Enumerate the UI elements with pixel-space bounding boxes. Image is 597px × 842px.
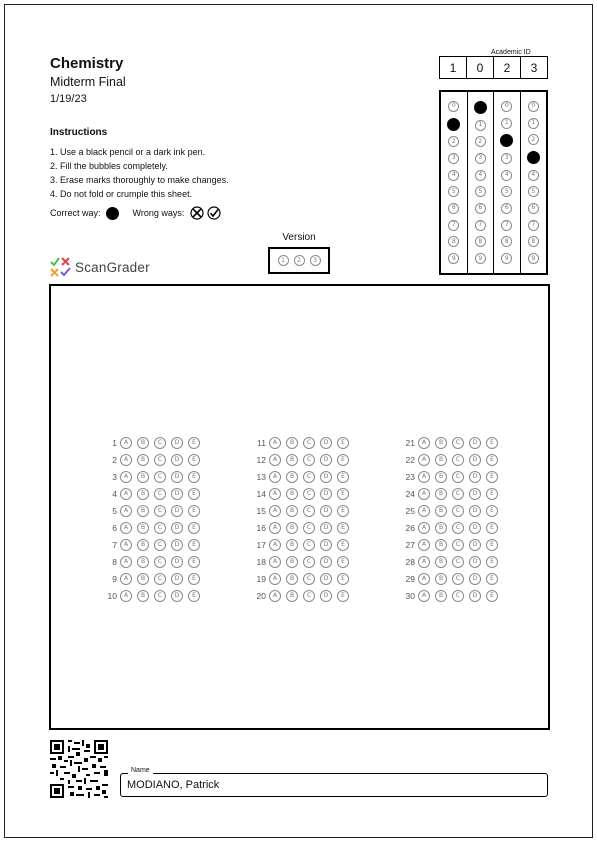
question-row xyxy=(248,587,354,604)
answer-bubble[interactable]: E xyxy=(188,573,200,585)
question-number: 10 xyxy=(107,590,117,601)
academic-id-bubble[interactable]: 9 xyxy=(475,253,486,264)
answer-bubble[interactable]: E xyxy=(188,471,200,483)
question-row xyxy=(248,570,354,587)
academic-id-bubble[interactable]: 2 xyxy=(528,134,539,145)
answer-bubble[interactable]: E xyxy=(486,454,498,466)
answer-bubble[interactable]: D xyxy=(469,556,481,568)
answer-bubble[interactable]: C xyxy=(303,505,315,517)
answer-bubble[interactable]: A xyxy=(418,437,430,449)
answer-bubble[interactable]: A xyxy=(269,573,281,585)
question-number: 5 xyxy=(112,505,117,516)
academic-id-column xyxy=(521,92,547,273)
academic-id-bubble[interactable]: 7 xyxy=(448,220,459,231)
academic-id-bubble[interactable] xyxy=(447,118,460,131)
academic-id-bubble[interactable]: 6 xyxy=(448,203,459,214)
answer-bubble[interactable]: E xyxy=(486,539,498,551)
answer-bubble[interactable]: C xyxy=(452,488,464,500)
answer-bubble[interactable]: C xyxy=(452,573,464,585)
answer-bubble[interactable]: E xyxy=(337,488,349,500)
answer-bubble[interactable]: A xyxy=(269,471,281,483)
answer-bubble[interactable]: B xyxy=(286,488,298,500)
question-number: 11 xyxy=(257,437,266,448)
answer-bubble[interactable]: A xyxy=(418,556,430,568)
academic-id-bubble[interactable]: 4 xyxy=(528,170,539,181)
question-number: 7 xyxy=(112,539,117,550)
answer-bubble[interactable]: A xyxy=(269,505,281,517)
question-number: 13 xyxy=(256,471,266,482)
answer-bubble[interactable]: E xyxy=(188,556,200,568)
question-row xyxy=(397,536,503,553)
answer-bubble[interactable]: D xyxy=(171,539,183,551)
answer-bubble[interactable]: E xyxy=(188,539,200,551)
answer-bubble[interactable]: B xyxy=(137,590,149,602)
answer-bubble[interactable]: E xyxy=(486,505,498,517)
question-row xyxy=(248,434,354,451)
answer-bubble[interactable]: C xyxy=(452,454,464,466)
question-column xyxy=(248,434,354,604)
answer-bubble[interactable]: B xyxy=(286,573,298,585)
question-number: 20 xyxy=(256,590,266,601)
question-row xyxy=(248,519,354,536)
question-number: 24 xyxy=(405,488,415,499)
answer-bubble[interactable]: C xyxy=(303,539,315,551)
academic-id-bubble[interactable]: 5 xyxy=(501,186,512,197)
academic-id-bubble[interactable]: 5 xyxy=(475,186,486,197)
answer-bubble[interactable]: C xyxy=(303,454,315,466)
filled-bubble-example-icon xyxy=(106,207,119,220)
answer-bubble[interactable]: E xyxy=(486,471,498,483)
answer-bubble[interactable]: A xyxy=(120,471,132,483)
answer-bubble[interactable]: C xyxy=(303,488,315,500)
instruction-item: 2. Fill the bubbles completely. xyxy=(50,161,168,171)
answer-bubble[interactable]: D xyxy=(469,505,481,517)
answer-bubble[interactable]: B xyxy=(286,539,298,551)
exam-date: 1/19/23 xyxy=(50,93,87,105)
answer-bubble[interactable]: C xyxy=(154,505,166,517)
answer-bubble[interactable]: D xyxy=(320,556,332,568)
academic-id-bubble[interactable]: 8 xyxy=(528,236,539,247)
instruction-item: 4. Do not fold or crumple this sheet. xyxy=(50,189,193,199)
question-number: 22 xyxy=(405,454,415,465)
answer-bubble[interactable]: D xyxy=(171,437,183,449)
answer-bubble[interactable]: A xyxy=(418,471,430,483)
answer-bubble[interactable]: A xyxy=(418,522,430,534)
answer-bubble[interactable]: E xyxy=(188,488,200,500)
answer-bubble[interactable]: D xyxy=(320,454,332,466)
scangrader-logo xyxy=(50,257,150,277)
question-row xyxy=(248,536,354,553)
question-number: 12 xyxy=(256,454,266,465)
answer-bubble[interactable]: D xyxy=(320,590,332,602)
answer-bubble[interactable]: A xyxy=(269,437,281,449)
question-number: 9 xyxy=(112,573,117,584)
marking-examples xyxy=(50,206,224,220)
answer-bubble[interactable]: D xyxy=(469,471,481,483)
question-row xyxy=(99,468,205,485)
academic-id-bubble[interactable]: 9 xyxy=(501,253,512,264)
question-row xyxy=(248,451,354,468)
answer-bubble[interactable]: B xyxy=(286,505,298,517)
question-number: 30 xyxy=(405,590,415,601)
answer-bubble[interactable]: E xyxy=(337,437,349,449)
answer-bubble[interactable]: C xyxy=(154,454,166,466)
answer-bubble[interactable]: A xyxy=(269,454,281,466)
academic-id-column xyxy=(468,92,495,273)
academic-id-bubble[interactable] xyxy=(527,151,540,164)
answer-bubble[interactable]: E xyxy=(337,556,349,568)
academic-id-bubble[interactable]: 3 xyxy=(501,153,512,164)
academic-id-bubble[interactable]: 7 xyxy=(528,220,539,231)
question-number: 27 xyxy=(405,539,415,550)
answer-bubble[interactable]: D xyxy=(469,437,481,449)
answer-bubble[interactable]: D xyxy=(171,505,183,517)
version-bubble[interactable]: 2 xyxy=(294,255,305,266)
question-row xyxy=(248,468,354,485)
answer-bubble[interactable]: B xyxy=(137,505,149,517)
answer-bubble[interactable]: B xyxy=(286,522,298,534)
instructions-heading: Instructions xyxy=(50,127,108,138)
answer-bubble[interactable]: C xyxy=(452,556,464,568)
answer-bubble[interactable]: E xyxy=(188,522,200,534)
answer-bubble[interactable]: D xyxy=(320,437,332,449)
answer-bubble[interactable]: B xyxy=(286,471,298,483)
answer-area xyxy=(49,284,550,730)
answer-bubble[interactable]: D xyxy=(469,573,481,585)
answer-bubble[interactable]: A xyxy=(120,454,132,466)
instructions-list xyxy=(50,145,229,201)
question-number: 25 xyxy=(405,505,415,516)
answer-bubble[interactable]: D xyxy=(469,590,481,602)
answer-bubble[interactable]: B xyxy=(286,454,298,466)
question-number: 17 xyxy=(256,539,266,550)
answer-bubble[interactable]: B xyxy=(137,573,149,585)
academic-id-bubble[interactable]: 7 xyxy=(475,220,486,231)
answer-bubble[interactable]: C xyxy=(452,505,464,517)
answer-bubble[interactable]: D xyxy=(469,488,481,500)
answer-bubble[interactable]: D xyxy=(171,454,183,466)
academic-id-digits xyxy=(439,56,548,79)
question-row xyxy=(248,485,354,502)
answer-bubble[interactable]: B xyxy=(137,539,149,551)
question-number: 29 xyxy=(405,573,415,584)
answer-bubble[interactable]: E xyxy=(188,454,200,466)
academic-id-bubble[interactable]: 8 xyxy=(448,236,459,247)
answer-bubble[interactable]: B xyxy=(435,505,447,517)
academic-id-digit: 0 xyxy=(466,56,493,79)
question-row xyxy=(99,519,205,536)
answer-bubble[interactable]: D xyxy=(320,522,332,534)
scangrader-logo-text: ScanGrader xyxy=(75,259,150,275)
question-row xyxy=(99,570,205,587)
answer-bubble[interactable]: C xyxy=(303,590,315,602)
answer-bubble[interactable]: B xyxy=(435,556,447,568)
academic-id-digit: 2 xyxy=(493,56,520,79)
question-row xyxy=(99,536,205,553)
academic-id-bubble[interactable]: 3 xyxy=(448,153,459,164)
academic-id-bubble[interactable]: 0 xyxy=(501,101,512,112)
answer-bubble[interactable]: D xyxy=(469,454,481,466)
answer-bubble[interactable]: C xyxy=(154,539,166,551)
academic-id-bubble[interactable]: 1 xyxy=(528,118,539,129)
answer-bubble[interactable]: D xyxy=(171,573,183,585)
question-number: 2 xyxy=(112,454,117,465)
answer-bubble[interactable]: E xyxy=(486,437,498,449)
academic-id-bubble[interactable]: 6 xyxy=(475,203,486,214)
answer-bubble[interactable]: B xyxy=(286,590,298,602)
answer-bubble[interactable]: E xyxy=(188,437,200,449)
question-number: 8 xyxy=(112,556,117,567)
academic-id-bubble[interactable] xyxy=(500,134,513,147)
answer-bubble[interactable]: A xyxy=(418,573,430,585)
answer-bubble[interactable]: B xyxy=(137,454,149,466)
academic-id-bubble[interactable] xyxy=(474,101,487,114)
academic-id-bubble[interactable]: 0 xyxy=(448,101,459,112)
question-number: 14 xyxy=(256,488,266,499)
question-row xyxy=(248,502,354,519)
answer-bubble[interactable]: A xyxy=(120,437,132,449)
academic-id-digit: 1 xyxy=(439,56,466,79)
instruction-item: 3. Erase marks thoroughly to make changes. xyxy=(50,175,229,185)
answer-bubble[interactable]: E xyxy=(337,505,349,517)
academic-id-digit: 3 xyxy=(520,56,548,79)
answer-bubble[interactable]: E xyxy=(188,590,200,602)
answer-bubble[interactable]: C xyxy=(154,556,166,568)
answer-bubble[interactable]: B xyxy=(435,522,447,534)
answer-bubble[interactable]: A xyxy=(120,590,132,602)
answer-bubble[interactable]: C xyxy=(303,437,315,449)
question-row xyxy=(99,587,205,604)
question-row xyxy=(397,502,503,519)
answer-bubble[interactable]: E xyxy=(337,573,349,585)
answer-bubble[interactable]: C xyxy=(154,471,166,483)
answer-bubble[interactable]: D xyxy=(320,488,332,500)
question-row xyxy=(99,451,205,468)
answer-bubble[interactable]: C xyxy=(452,437,464,449)
answer-bubble[interactable]: E xyxy=(337,522,349,534)
answer-bubble[interactable]: A xyxy=(120,556,132,568)
qr-code xyxy=(50,740,108,798)
answer-bubble[interactable]: D xyxy=(320,505,332,517)
answer-bubble[interactable]: E xyxy=(188,505,200,517)
question-row xyxy=(397,587,503,604)
answer-bubble[interactable]: E xyxy=(486,590,498,602)
question-number: 4 xyxy=(112,488,117,499)
question-row xyxy=(99,553,205,570)
question-column xyxy=(397,434,503,604)
answer-bubble[interactable]: C xyxy=(154,590,166,602)
academic-id-bubble[interactable]: 2 xyxy=(448,136,459,147)
answer-bubble[interactable]: D xyxy=(171,488,183,500)
academic-id-bubble[interactable]: 4 xyxy=(501,170,512,181)
answer-bubble[interactable]: C xyxy=(303,471,315,483)
answer-bubble[interactable]: C xyxy=(303,573,315,585)
version-selector xyxy=(268,247,330,274)
answer-bubble[interactable]: E xyxy=(337,471,349,483)
question-number: 6 xyxy=(112,522,117,533)
academic-id-bubble[interactable]: 9 xyxy=(448,253,459,264)
academic-id-label: Academic ID xyxy=(488,49,534,56)
answer-bubble[interactable]: B xyxy=(286,437,298,449)
scangrader-logo-icon xyxy=(50,257,72,277)
version-bubble[interactable]: 1 xyxy=(278,255,289,266)
answer-bubble[interactable]: A xyxy=(418,539,430,551)
academic-id-bubble[interactable]: 5 xyxy=(528,186,539,197)
question-row xyxy=(397,451,503,468)
answer-bubble[interactable]: B xyxy=(286,556,298,568)
answer-bubble[interactable]: E xyxy=(486,573,498,585)
answer-bubble[interactable]: B xyxy=(435,488,447,500)
answer-bubble[interactable]: A xyxy=(418,488,430,500)
answer-bubble[interactable]: A xyxy=(269,556,281,568)
answer-bubble[interactable]: B xyxy=(435,573,447,585)
answer-bubble[interactable]: A xyxy=(418,454,430,466)
answer-bubble[interactable]: B xyxy=(435,471,447,483)
question-number: 3 xyxy=(112,471,117,482)
answer-bubble[interactable]: A xyxy=(418,590,430,602)
answer-bubble[interactable]: A xyxy=(269,522,281,534)
answer-bubble[interactable]: C xyxy=(303,522,315,534)
wrong-ways-label: Wrong ways: xyxy=(132,208,185,218)
answer-bubble[interactable]: B xyxy=(435,454,447,466)
question-row xyxy=(99,485,205,502)
academic-id-bubble[interactable]: 1 xyxy=(501,118,512,129)
checked-bubble-example-icon xyxy=(207,206,221,220)
academic-id-bubble[interactable]: 7 xyxy=(501,220,512,231)
answer-bubble[interactable]: E xyxy=(486,488,498,500)
version-bubble[interactable]: 3 xyxy=(310,255,321,266)
answer-bubble[interactable]: E xyxy=(486,522,498,534)
answer-bubble[interactable]: C xyxy=(452,590,464,602)
answer-bubble[interactable]: B xyxy=(435,539,447,551)
version-label: Version xyxy=(282,232,316,243)
academic-id-column xyxy=(494,92,521,273)
question-number: 21 xyxy=(405,437,415,448)
answer-bubble[interactable]: A xyxy=(120,573,132,585)
crossed-bubble-example-icon xyxy=(190,206,204,220)
answer-bubble[interactable]: C xyxy=(154,437,166,449)
answer-bubble[interactable]: D xyxy=(469,522,481,534)
answer-bubble[interactable]: E xyxy=(486,556,498,568)
answer-bubble[interactable]: D xyxy=(171,590,183,602)
answer-bubble[interactable]: C xyxy=(452,539,464,551)
answer-bubble[interactable]: C xyxy=(452,522,464,534)
answer-bubble[interactable]: B xyxy=(137,522,149,534)
answer-bubble[interactable]: A xyxy=(269,488,281,500)
question-number: 19 xyxy=(256,573,266,584)
question-number: 28 xyxy=(405,556,415,567)
question-number: 1 xyxy=(112,437,117,448)
answer-bubble[interactable]: D xyxy=(171,522,183,534)
question-row xyxy=(397,468,503,485)
academic-id-bubble[interactable]: 4 xyxy=(448,170,459,181)
exam-title: Chemistry xyxy=(50,55,124,72)
answer-bubble[interactable]: C xyxy=(452,471,464,483)
answer-bubble[interactable]: B xyxy=(137,488,149,500)
answer-bubble[interactable]: D xyxy=(320,539,332,551)
academic-id-bubble[interactable]: 8 xyxy=(475,236,486,247)
question-column xyxy=(99,434,205,604)
academic-id-column xyxy=(441,92,468,273)
answer-bubble[interactable]: A xyxy=(120,488,132,500)
answer-bubble[interactable]: A xyxy=(120,522,132,534)
academic-id-bubble[interactable]: 6 xyxy=(501,203,512,214)
question-row xyxy=(99,434,205,451)
academic-id-bubble[interactable]: 1 xyxy=(475,120,486,131)
answer-bubble[interactable]: B xyxy=(435,437,447,449)
instruction-item: 1. Use a black pencil or a dark ink pen. xyxy=(50,147,206,157)
academic-id-bubble[interactable]: 6 xyxy=(528,203,539,214)
question-row xyxy=(99,502,205,519)
name-label: Name xyxy=(128,767,153,774)
answer-bubble[interactable]: A xyxy=(269,590,281,602)
academic-id-bubble[interactable]: 9 xyxy=(528,253,539,264)
exam-subtitle: Midterm Final xyxy=(50,75,126,89)
answer-bubble[interactable]: A xyxy=(418,505,430,517)
academic-id-bubble[interactable]: 0 xyxy=(528,101,539,112)
answer-bubble[interactable]: B xyxy=(137,437,149,449)
academic-id-bubble[interactable]: 2 xyxy=(475,136,486,147)
answer-bubble[interactable]: A xyxy=(120,539,132,551)
academic-id-bubble-grid xyxy=(439,90,548,275)
question-row xyxy=(397,485,503,502)
answer-bubble[interactable]: D xyxy=(320,573,332,585)
answer-bubble[interactable]: E xyxy=(337,590,349,602)
question-number: 23 xyxy=(405,471,415,482)
question-row xyxy=(397,553,503,570)
academic-id-bubble[interactable]: 4 xyxy=(475,170,486,181)
question-number: 26 xyxy=(405,522,415,533)
answer-bubble[interactable]: C xyxy=(303,556,315,568)
academic-id-bubble[interactable]: 5 xyxy=(448,186,459,197)
answer-bubble[interactable]: A xyxy=(269,539,281,551)
answer-bubble[interactable]: E xyxy=(337,454,349,466)
answer-bubble[interactable]: D xyxy=(171,471,183,483)
answer-bubble[interactable]: D xyxy=(171,556,183,568)
answer-bubble[interactable]: C xyxy=(154,488,166,500)
answer-bubble[interactable]: D xyxy=(320,471,332,483)
answer-bubble[interactable]: B xyxy=(435,590,447,602)
question-number: 15 xyxy=(256,505,266,516)
question-number: 18 xyxy=(256,556,266,567)
question-row xyxy=(397,434,503,451)
answer-bubble[interactable]: B xyxy=(137,556,149,568)
correct-way-label: Correct way: xyxy=(50,208,101,218)
answer-bubble[interactable]: B xyxy=(137,471,149,483)
answer-bubble[interactable]: C xyxy=(154,573,166,585)
question-row xyxy=(397,519,503,536)
answer-bubble[interactable]: A xyxy=(120,505,132,517)
question-row xyxy=(248,553,354,570)
answer-bubble[interactable]: D xyxy=(469,539,481,551)
question-number: 16 xyxy=(256,522,266,533)
answer-bubble[interactable]: E xyxy=(337,539,349,551)
question-row xyxy=(397,570,503,587)
answer-bubble[interactable]: C xyxy=(154,522,166,534)
student-name: MODIANO, Patrick xyxy=(127,779,220,791)
academic-id-bubble[interactable]: 8 xyxy=(501,236,512,247)
academic-id-bubble[interactable]: 3 xyxy=(475,153,486,164)
